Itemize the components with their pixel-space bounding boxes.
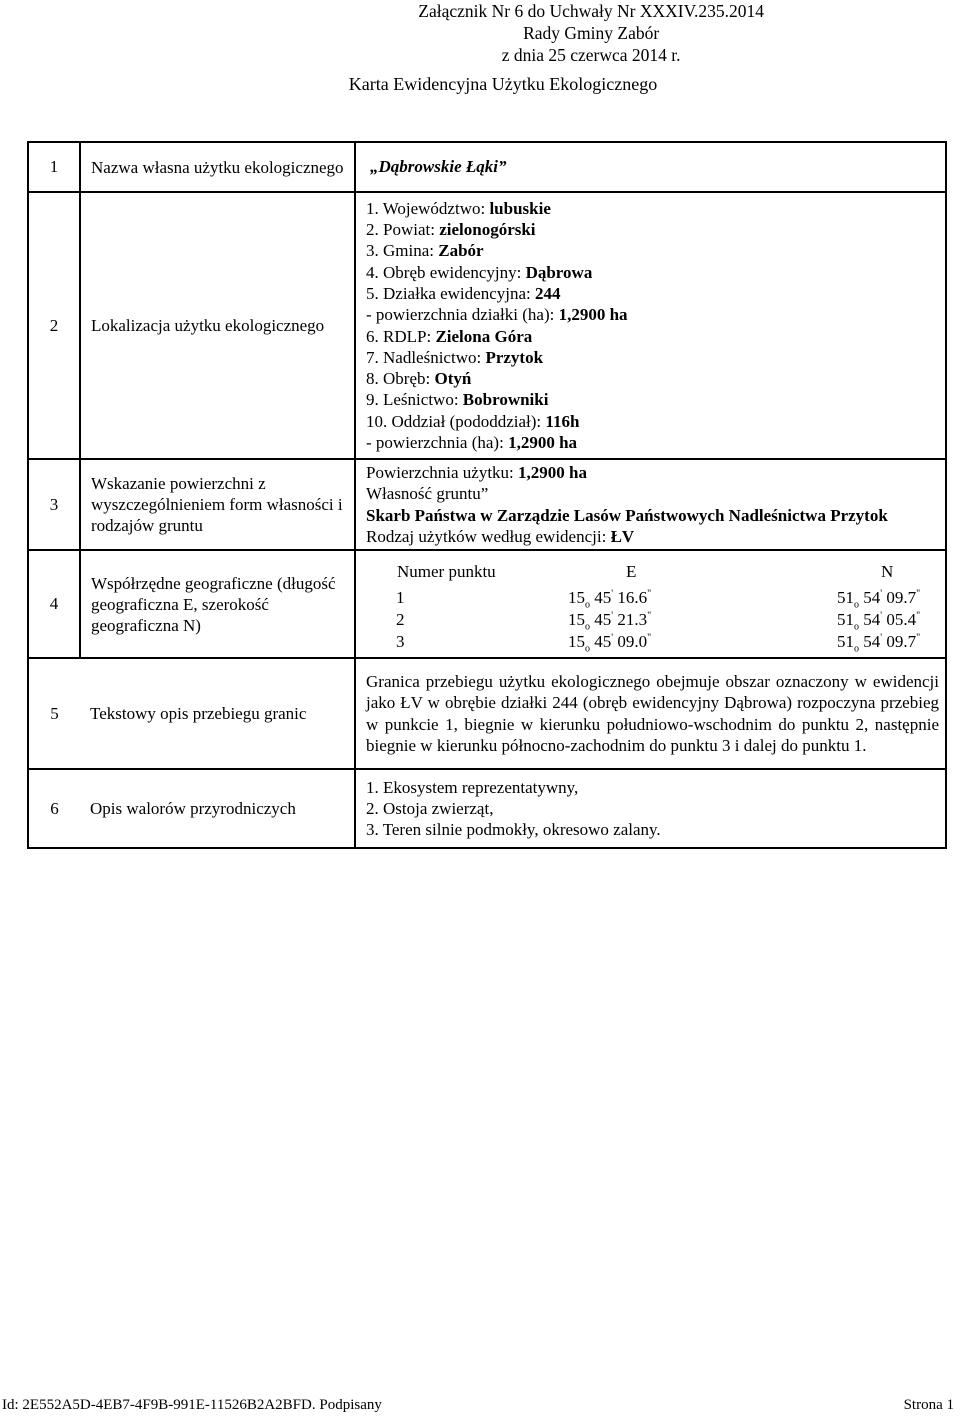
col-header-e: E xyxy=(626,562,637,582)
surface-line: Powierzchnia użytku: 1,2900 ha xyxy=(366,462,587,482)
table-row xyxy=(396,631,956,653)
row-number: 6 xyxy=(28,769,80,848)
list-item: 2. Powiat: zielonogórski xyxy=(366,220,536,240)
ownership-label: Własność gruntu” xyxy=(366,484,489,504)
table-row xyxy=(28,658,946,769)
row-label: Tekstowy opis przebiegu granic xyxy=(80,658,355,769)
document-header xyxy=(418,0,764,66)
row-label: Nazwa własna użytku ekologicznego xyxy=(80,142,355,192)
list-item: 4. Obręb ewidencyjny: Dąbrowa xyxy=(366,262,593,282)
list-item: 1. Ekosystem reprezentatywny, xyxy=(366,777,579,797)
list-item: 1. Województwo: lubuskie xyxy=(366,198,551,218)
ownership-value: Skarb Państwa w Zarządzie Lasów Państwowych Nadleśnictwa Przytok xyxy=(366,505,888,525)
table-row xyxy=(28,769,946,848)
col-header-n: N xyxy=(881,562,894,582)
list-item: 7. Nadleśnictwo: Przytok xyxy=(366,347,544,367)
table-row xyxy=(28,192,946,459)
table-row xyxy=(28,550,946,658)
header-line-2: Rady Gminy Zabór xyxy=(523,23,660,43)
location-list xyxy=(355,192,946,459)
list-item: 2. Ostoja zwierząt, xyxy=(366,798,494,818)
list-item: 3. Teren silnie podmokły, okresowo zalany. xyxy=(366,820,661,840)
list-item: 9. Leśnictwo: Bobrowniki xyxy=(366,390,549,410)
record-card-table xyxy=(27,141,947,849)
row-label: Współrzędne geograficzne (długość geograficzna E, szerokość geograficzna N) xyxy=(80,550,355,658)
area-info xyxy=(355,459,946,550)
col-header-point: Numer punktu xyxy=(397,562,496,582)
coordinates-table xyxy=(396,557,956,653)
table-row xyxy=(28,459,946,550)
row-label: Wskazanie powierzchni z wyszczególnieniem form własności i rodzajów gruntu xyxy=(80,459,355,550)
point-number: 3 xyxy=(396,632,405,651)
table-row xyxy=(28,142,946,192)
point-number: 1 xyxy=(396,588,405,607)
coord-e: $15_o$ 45' 21.3" xyxy=(568,610,652,633)
list-item: 8. Obręb: Otyń xyxy=(366,369,472,389)
row-label: Opis walorów przyrodniczych xyxy=(80,769,355,848)
nature-values-list xyxy=(355,769,946,848)
header-line-3: z dnia 25 czerwca 2014 r. xyxy=(501,45,681,65)
row-label: Lokalizacja użytku ekologicznego xyxy=(80,192,355,459)
document-title: Karta Ewidencyjna Użytku Ekologicznego xyxy=(348,74,658,94)
list-item: 5. Działka ewidencyjna: 244 xyxy=(366,283,561,303)
row-number: 5 xyxy=(28,658,80,769)
list-item: - powierzchnia (ha): 1,2900 ha xyxy=(366,432,578,452)
coord-n: $51_o$ 54' 09.7" xyxy=(837,632,921,655)
list-item: 10. Oddział (pododdział): 116h xyxy=(366,411,580,431)
point-number: 2 xyxy=(396,610,405,629)
page-number: Strona 1 xyxy=(903,1397,954,1413)
table-row xyxy=(396,587,956,609)
row-number: 3 xyxy=(28,459,80,550)
list-item: 6. RDLP: Zielona Góra xyxy=(366,326,533,346)
table-row xyxy=(396,609,956,631)
row-number: 4 xyxy=(28,550,80,658)
site-name: „Dąbrowskie Łąki” xyxy=(370,157,507,177)
row-number: 1 xyxy=(28,142,80,192)
header-line-1: Załącznik Nr 6 do Uchwały Nr XXXIV.235.2014 xyxy=(418,1,764,21)
document-id-footer: Id: 2E552A5D-4EB7-4F9B-991E-11526B2A2BFD. Podpisany xyxy=(2,1397,382,1413)
row-number: 2 xyxy=(28,192,80,459)
border-description: Granica przebiegu użytku ekologicznego obejmuje obszar oznaczony w ewidencji jako ŁV w obrębie działki 244 (obręb ewidencyjny Dąbrowa) rozpoczyna przebieg w punkcie 1, biegnie w kierunku południowo-wschodnim do punktu 2, następnie biegnie w kierunku północno-zachodnim do punktu 3 i dalej do punktu 1. xyxy=(355,658,946,769)
list-item: 3. Gmina: Zabór xyxy=(366,241,484,261)
list-item: - powierzchnia działki (ha): 1,2900 ha xyxy=(366,305,628,325)
coord-e: $15_o$ 45' 09.0" xyxy=(568,632,652,655)
land-type-line: Rodzaj użytków według ewidencji: ŁV xyxy=(366,526,635,546)
coord-n: $51_o$ 54' 05.4" xyxy=(837,610,921,633)
coord-e: $15_o$ 45' 16.6" xyxy=(568,588,652,611)
coord-n: $51_o$ 54' 09.7" xyxy=(837,588,921,611)
